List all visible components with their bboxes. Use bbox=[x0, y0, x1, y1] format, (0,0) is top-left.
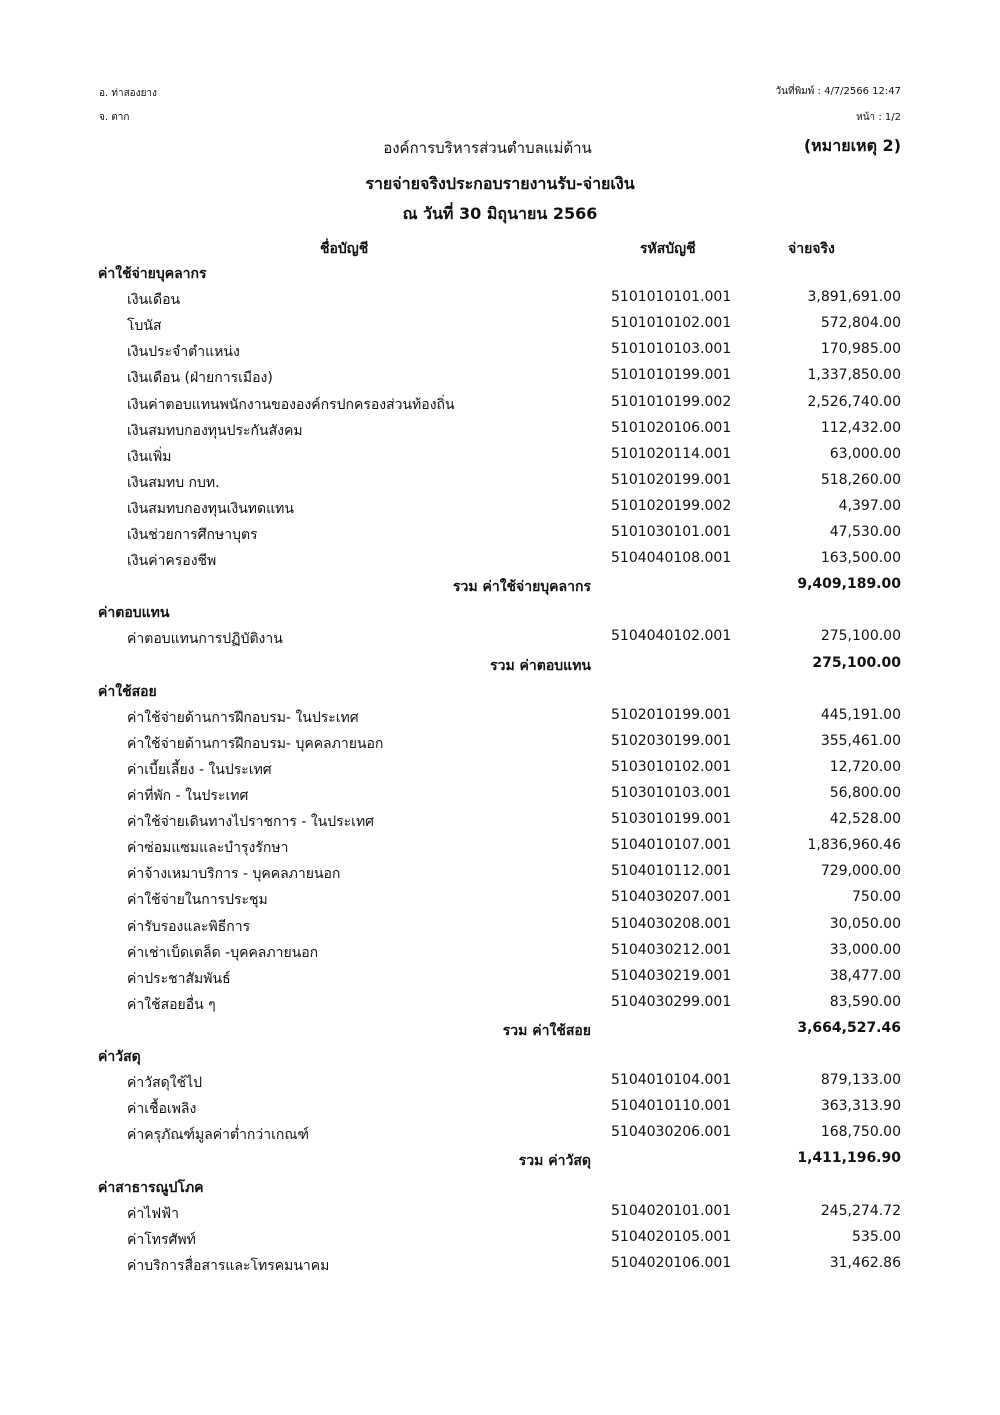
account-name: เงินค่าตอบแทนพนักงานขององค์กรปกครองส่วนท้องถิ่น bbox=[127, 396, 455, 413]
account-name: ค่าประชาสัมพันธ์ bbox=[127, 970, 231, 987]
account-amount: 3,891,691.00 bbox=[807, 289, 901, 306]
print-date: วันที่พิมพ์ : 4/7/2566 12:47 bbox=[775, 86, 901, 97]
account-code: 5101010199.001 bbox=[611, 367, 732, 384]
account-code: 5102030199.001 bbox=[611, 732, 732, 749]
account-name: ค่าไฟฟ้า bbox=[127, 1205, 179, 1222]
account-code: 5101010199.002 bbox=[611, 393, 732, 410]
account-code: 5103010199.001 bbox=[611, 811, 732, 828]
note-label: (หมายเหตุ 2) bbox=[803, 136, 901, 155]
column-header-code: รหัสบัญชี bbox=[640, 241, 696, 257]
section-total-label: รวม ค่าตอบแทน bbox=[490, 657, 591, 674]
account-code: 5104030208.001 bbox=[611, 915, 732, 932]
section-row bbox=[0, 1046, 1000, 1072]
account-amount: 168,750.00 bbox=[820, 1124, 901, 1141]
account-name: เงินสมทบกองทุนประกันสังคม bbox=[127, 422, 303, 439]
district-label: อ. ท่าสองยาง bbox=[99, 88, 157, 99]
account-code: 5104020105.001 bbox=[611, 1228, 732, 1245]
account-amount: 445,191.00 bbox=[820, 706, 901, 723]
table-row bbox=[0, 1229, 1000, 1255]
account-code: 5101010103.001 bbox=[611, 341, 732, 358]
account-name: ค่าใช้สอยอื่น ๆ bbox=[127, 996, 216, 1013]
account-name: เงินประจำตำแหน่ง bbox=[127, 344, 240, 361]
account-amount: 56,800.00 bbox=[829, 785, 901, 801]
table-row bbox=[0, 1124, 1000, 1150]
table-row bbox=[0, 942, 1000, 968]
section-title: ค่าใช้จ่ายบุคลากร bbox=[98, 266, 207, 282]
table-row bbox=[0, 707, 1000, 733]
account-code: 5104030299.001 bbox=[611, 993, 732, 1010]
table-row bbox=[0, 367, 1000, 393]
account-name: เงินค่าครองชีพ bbox=[127, 553, 217, 570]
section-total-label: รวม ค่าวัสดุ bbox=[518, 1153, 591, 1170]
account-name: ค่าใช้จ่ายด้านการฝึกอบรม- บุคคลภายนอก bbox=[127, 735, 384, 752]
table-row bbox=[0, 811, 1000, 837]
account-amount: 729,000.00 bbox=[820, 863, 901, 880]
account-name: เงินสมทบ กบท. bbox=[127, 474, 220, 491]
section-total-label: รวม ค่าใช้จ่ายบุคลากร bbox=[452, 579, 591, 596]
table-row bbox=[0, 420, 1000, 446]
section-title: ค่าตอบแทน bbox=[98, 605, 170, 622]
account-amount: 535.00 bbox=[852, 1228, 901, 1245]
account-code: 5101030101.001 bbox=[611, 524, 732, 540]
account-amount: 31,462.86 bbox=[829, 1254, 901, 1271]
account-code: 5103010102.001 bbox=[611, 758, 732, 775]
account-code: 5101020114.001 bbox=[611, 445, 732, 462]
account-name: ค่าใช้จ่ายเดินทางไปราชการ - ในประเทศ bbox=[127, 814, 375, 831]
table-row bbox=[0, 837, 1000, 863]
account-name: เงินช่วยการศึกษาบุตร bbox=[127, 527, 258, 543]
section-total-row bbox=[0, 655, 1000, 681]
account-amount: 38,477.00 bbox=[829, 967, 901, 984]
section-total-amount: 3,664,527.46 bbox=[797, 1019, 901, 1036]
account-name: ค่ารับรองและพิธีการ bbox=[127, 918, 251, 935]
account-name: ค่าที่พัก - ในประเทศ bbox=[127, 788, 249, 804]
account-name: ค่าโทรศัพท์ bbox=[127, 1231, 196, 1248]
table-row bbox=[0, 994, 1000, 1020]
account-amount: 572,804.00 bbox=[820, 315, 901, 332]
account-code: 5101010102.001 bbox=[611, 315, 732, 332]
account-code: 5104030219.001 bbox=[611, 967, 732, 984]
table-row bbox=[0, 550, 1000, 576]
account-name: เงินสมทบกองทุนเงินทดแทน bbox=[127, 500, 294, 517]
account-code: 5104030207.001 bbox=[611, 889, 732, 906]
table-row bbox=[0, 1072, 1000, 1098]
account-amount: 30,050.00 bbox=[829, 915, 901, 932]
table-row bbox=[0, 524, 1000, 550]
account-name: โบนัส bbox=[127, 318, 162, 335]
section-row bbox=[0, 681, 1000, 707]
account-amount: 83,590.00 bbox=[829, 993, 901, 1010]
account-code: 5101010101.001 bbox=[611, 289, 732, 306]
account-amount: 4,397.00 bbox=[838, 497, 901, 514]
account-code: 5104020106.001 bbox=[611, 1254, 732, 1271]
table-row bbox=[0, 889, 1000, 915]
account-name: ค่าเชื้อเพลิง bbox=[127, 1101, 197, 1118]
table-row bbox=[0, 289, 1000, 315]
account-name: ค่าใช้จ่ายด้านการฝึกอบรม- ในประเทศ bbox=[127, 709, 359, 726]
account-code: 5104010110.001 bbox=[611, 1098, 732, 1115]
account-amount: 63,000.00 bbox=[829, 445, 901, 462]
section-total-row bbox=[0, 1150, 1000, 1176]
account-name: ค่าใช้จ่ายในการประชุม bbox=[127, 892, 268, 909]
table-row bbox=[0, 916, 1000, 942]
section-title: ค่าใช้สอย bbox=[98, 683, 157, 700]
table-row bbox=[0, 1098, 1000, 1124]
report-title: รายจ่ายจริงประกอบรายงานรับ-จ่ายเงิน bbox=[365, 174, 635, 193]
account-amount: 12,720.00 bbox=[829, 758, 901, 775]
account-name: ค่าจ้างเหมาบริการ - บุคคลภายนอก bbox=[127, 866, 341, 883]
account-code: 5104040102.001 bbox=[611, 628, 732, 645]
account-code: 5104020101.001 bbox=[611, 1202, 732, 1219]
table-row bbox=[0, 759, 1000, 785]
account-name: ค่าวัสดุใช้ไป bbox=[127, 1075, 202, 1092]
account-amount: 163,500.00 bbox=[820, 550, 901, 567]
account-code: 5103010103.001 bbox=[611, 785, 732, 801]
account-name: ค่าครุภัณฑ์มูลค่าต่ำกว่าเกณฑ์ bbox=[127, 1127, 310, 1144]
account-code: 5101020106.001 bbox=[611, 419, 732, 436]
account-amount: 112,432.00 bbox=[820, 419, 901, 436]
account-name: เงินเดือน (ฝ่ายการเมือง) bbox=[127, 370, 273, 387]
account-amount: 1,337,850.00 bbox=[807, 367, 901, 384]
section-total-amount: 1,411,196.90 bbox=[797, 1150, 901, 1167]
table-row bbox=[0, 315, 1000, 341]
account-amount: 355,461.00 bbox=[820, 732, 901, 749]
account-name: เงินเพิ่ม bbox=[127, 448, 172, 465]
section-title: ค่าวัสดุ bbox=[98, 1049, 141, 1065]
account-amount: 245,274.72 bbox=[820, 1202, 901, 1219]
province-label: จ. ตาก bbox=[99, 112, 130, 123]
table-row bbox=[0, 394, 1000, 420]
account-name: เงินเดือน bbox=[127, 292, 181, 309]
table-row bbox=[0, 785, 1000, 811]
report-date: ณ วันที่ 30 มิถุนายน 2566 bbox=[402, 204, 598, 223]
account-amount: 275,100.00 bbox=[820, 628, 901, 645]
account-name: ค่าซ่อมแซมและบำรุงรักษา bbox=[127, 840, 289, 857]
section-total-row bbox=[0, 576, 1000, 602]
account-amount: 750.00 bbox=[852, 889, 901, 906]
table-row bbox=[0, 341, 1000, 367]
section-row bbox=[0, 1177, 1000, 1203]
account-amount: 879,133.00 bbox=[820, 1072, 901, 1089]
column-header-amount: จ่ายจริง bbox=[788, 241, 835, 257]
account-amount: 2,526,740.00 bbox=[807, 393, 901, 410]
table-row bbox=[0, 498, 1000, 524]
account-code: 5104010112.001 bbox=[611, 863, 732, 880]
table-row bbox=[0, 472, 1000, 498]
table-row bbox=[0, 628, 1000, 654]
table-row bbox=[0, 863, 1000, 889]
account-amount: 363,313.90 bbox=[820, 1098, 901, 1115]
account-code: 5101020199.002 bbox=[611, 497, 732, 514]
section-title: ค่าสาธารณูปโภค bbox=[98, 1179, 204, 1196]
account-name: ค่าตอบแทนการปฏิบัติงาน bbox=[127, 631, 283, 648]
section-total-amount: 275,100.00 bbox=[812, 654, 901, 671]
account-code: 5101020199.001 bbox=[611, 471, 732, 488]
account-amount: 33,000.00 bbox=[829, 941, 901, 958]
organization-name: องค์การบริหารส่วนตำบลแม่ต้าน bbox=[383, 139, 592, 157]
section-row bbox=[0, 263, 1000, 289]
table-row bbox=[0, 968, 1000, 994]
account-name: ค่าเช่าเบ็ดเตล็ด -บุคคลภายนอก bbox=[127, 944, 319, 961]
account-amount: 170,985.00 bbox=[820, 341, 901, 358]
account-amount: 1,836,960.46 bbox=[807, 837, 901, 854]
account-code: 5104010107.001 bbox=[611, 837, 732, 854]
account-code: 5102010199.001 bbox=[611, 706, 732, 723]
account-amount: 42,528.00 bbox=[829, 811, 901, 828]
table-row bbox=[0, 733, 1000, 759]
table-row bbox=[0, 1203, 1000, 1229]
account-code: 5104040108.001 bbox=[611, 550, 732, 567]
account-amount: 47,530.00 bbox=[829, 524, 901, 540]
account-code: 5104030206.001 bbox=[611, 1124, 732, 1141]
account-code: 5104030212.001 bbox=[611, 941, 732, 958]
table-row bbox=[0, 1255, 1000, 1281]
section-total-amount: 9,409,189.00 bbox=[797, 576, 901, 593]
table-row bbox=[0, 446, 1000, 472]
account-name: ค่าบริการสื่อสารและโทรคมนาคม bbox=[127, 1257, 330, 1274]
section-total-label: รวม ค่าใช้สอย bbox=[502, 1022, 591, 1039]
column-header-name: ชื่อบัญชี bbox=[320, 241, 369, 257]
page-number: หน้า : 1/2 bbox=[856, 112, 901, 123]
section-row bbox=[0, 602, 1000, 628]
account-amount: 518,260.00 bbox=[820, 471, 901, 488]
account-name: ค่าเบี้ยเลี้ยง - ในประเทศ bbox=[127, 761, 272, 778]
section-total-row bbox=[0, 1020, 1000, 1046]
account-code: 5104010104.001 bbox=[611, 1072, 732, 1089]
